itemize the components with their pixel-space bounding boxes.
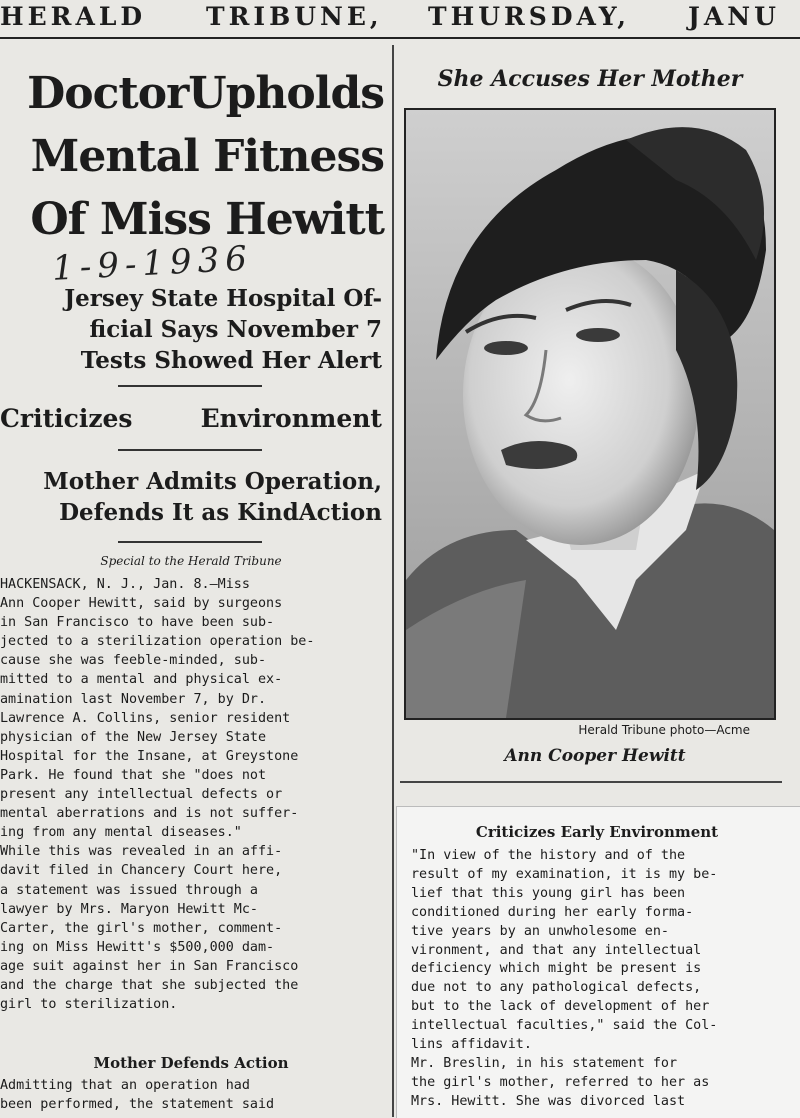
masthead-rule	[0, 37, 800, 39]
headline-line-1: DoctorUpholds	[27, 68, 384, 119]
deck-criticizes	[0, 404, 382, 433]
article-body-left: HACKENSACK, N. J., Jan. 8.—Miss Ann Cooper Hewitt, said by surgeons in San Francisco to have been sub- jected to a sterilization operation be- cause she was feeble-minded, sub- mitted to a mental and physical ex- amination last November 7, by Dr. Lawrence A. Collins, senior resident physician of the New Jersey State Hospital for the Insane, at Greystone Park. He found that she "does not present any intellectual defects or mental aberrations and is not suffer- ing from any mental diseases." While this was revealed in an affi- davit filed in Chancery Court here, a statement was issued through a lawyer by Mrs. Maryon Hewitt Mc- Carter, the girl's mother, comment- ing on Miss Hewitt's $500,000 dam- age suit against her in San Francisco and the charge that she subjected the girl to sterilization.	[0, 577, 315, 1013]
subhead-early-environment: Criticizes Early Environment	[475, 823, 719, 841]
deck-environment-word: Environment	[200, 404, 382, 433]
portrait-illustration	[406, 110, 774, 718]
handwritten-date: 1-9-1936	[51, 238, 254, 289]
masthead	[0, 0, 800, 36]
deck-criticizes-word: Criticizes	[0, 404, 133, 433]
right-article-panel	[396, 806, 800, 1118]
headline-line-3: Of Miss Hewitt	[30, 194, 384, 245]
photo-credit: Herald Tribune photo—Acme	[578, 723, 750, 737]
masthead-month: JANU	[688, 2, 780, 31]
photo-rule	[400, 781, 782, 783]
deck-hospital	[0, 283, 382, 376]
deck-hospital-line-3: Tests Showed Her Alert	[80, 347, 382, 374]
subhead-mother-defends: Mother Defends Action	[93, 1054, 289, 1072]
deck-mother-line-2: Defends It as KindAction	[59, 499, 382, 526]
headline-line-2: Mental Fitness	[30, 131, 384, 182]
masthead-tribune: TRIBUNE,	[206, 2, 383, 31]
article-body-right: "In view of the history and of the result of my examination, it is my be- lief that this young girl has been conditioned during her early forma- tive years by an unwholesome en- vironment, and that any intellectual deficiency which might be present is due not to any pathological defects, but to the lack of development of her intellectual faculties," said the Col- lins affidavit. Mr. Breslin, in his statement for the girl's mother, referred to her as Mrs. Hewitt. She was divorced last	[411, 848, 718, 1109]
photo-name: Ann Cooper Hewitt	[504, 746, 686, 766]
headline	[0, 62, 384, 251]
masthead-day: THURSDAY,	[428, 2, 631, 31]
column-rule	[392, 45, 394, 1117]
deck-rule-2	[118, 449, 262, 451]
deck-mother-line-1: Mother Admits Operation,	[43, 468, 382, 495]
portrait-photo	[404, 108, 776, 720]
deck-mother	[0, 466, 382, 528]
photo-title: She Accuses Her Mother	[437, 66, 743, 92]
article-body-left-continued: Admitting that an operation had been performed, the statement said	[0, 1078, 275, 1113]
dateline-credit: Special to the Herald Tribune	[100, 554, 282, 568]
masthead-herald: HERALD	[0, 2, 147, 31]
deck-rule-3	[118, 541, 262, 543]
deck-rule-1	[118, 385, 262, 387]
deck-hospital-line-1: Jersey State Hospital Of-	[64, 285, 382, 312]
deck-hospital-line-2: ficial Says November 7	[89, 316, 382, 343]
